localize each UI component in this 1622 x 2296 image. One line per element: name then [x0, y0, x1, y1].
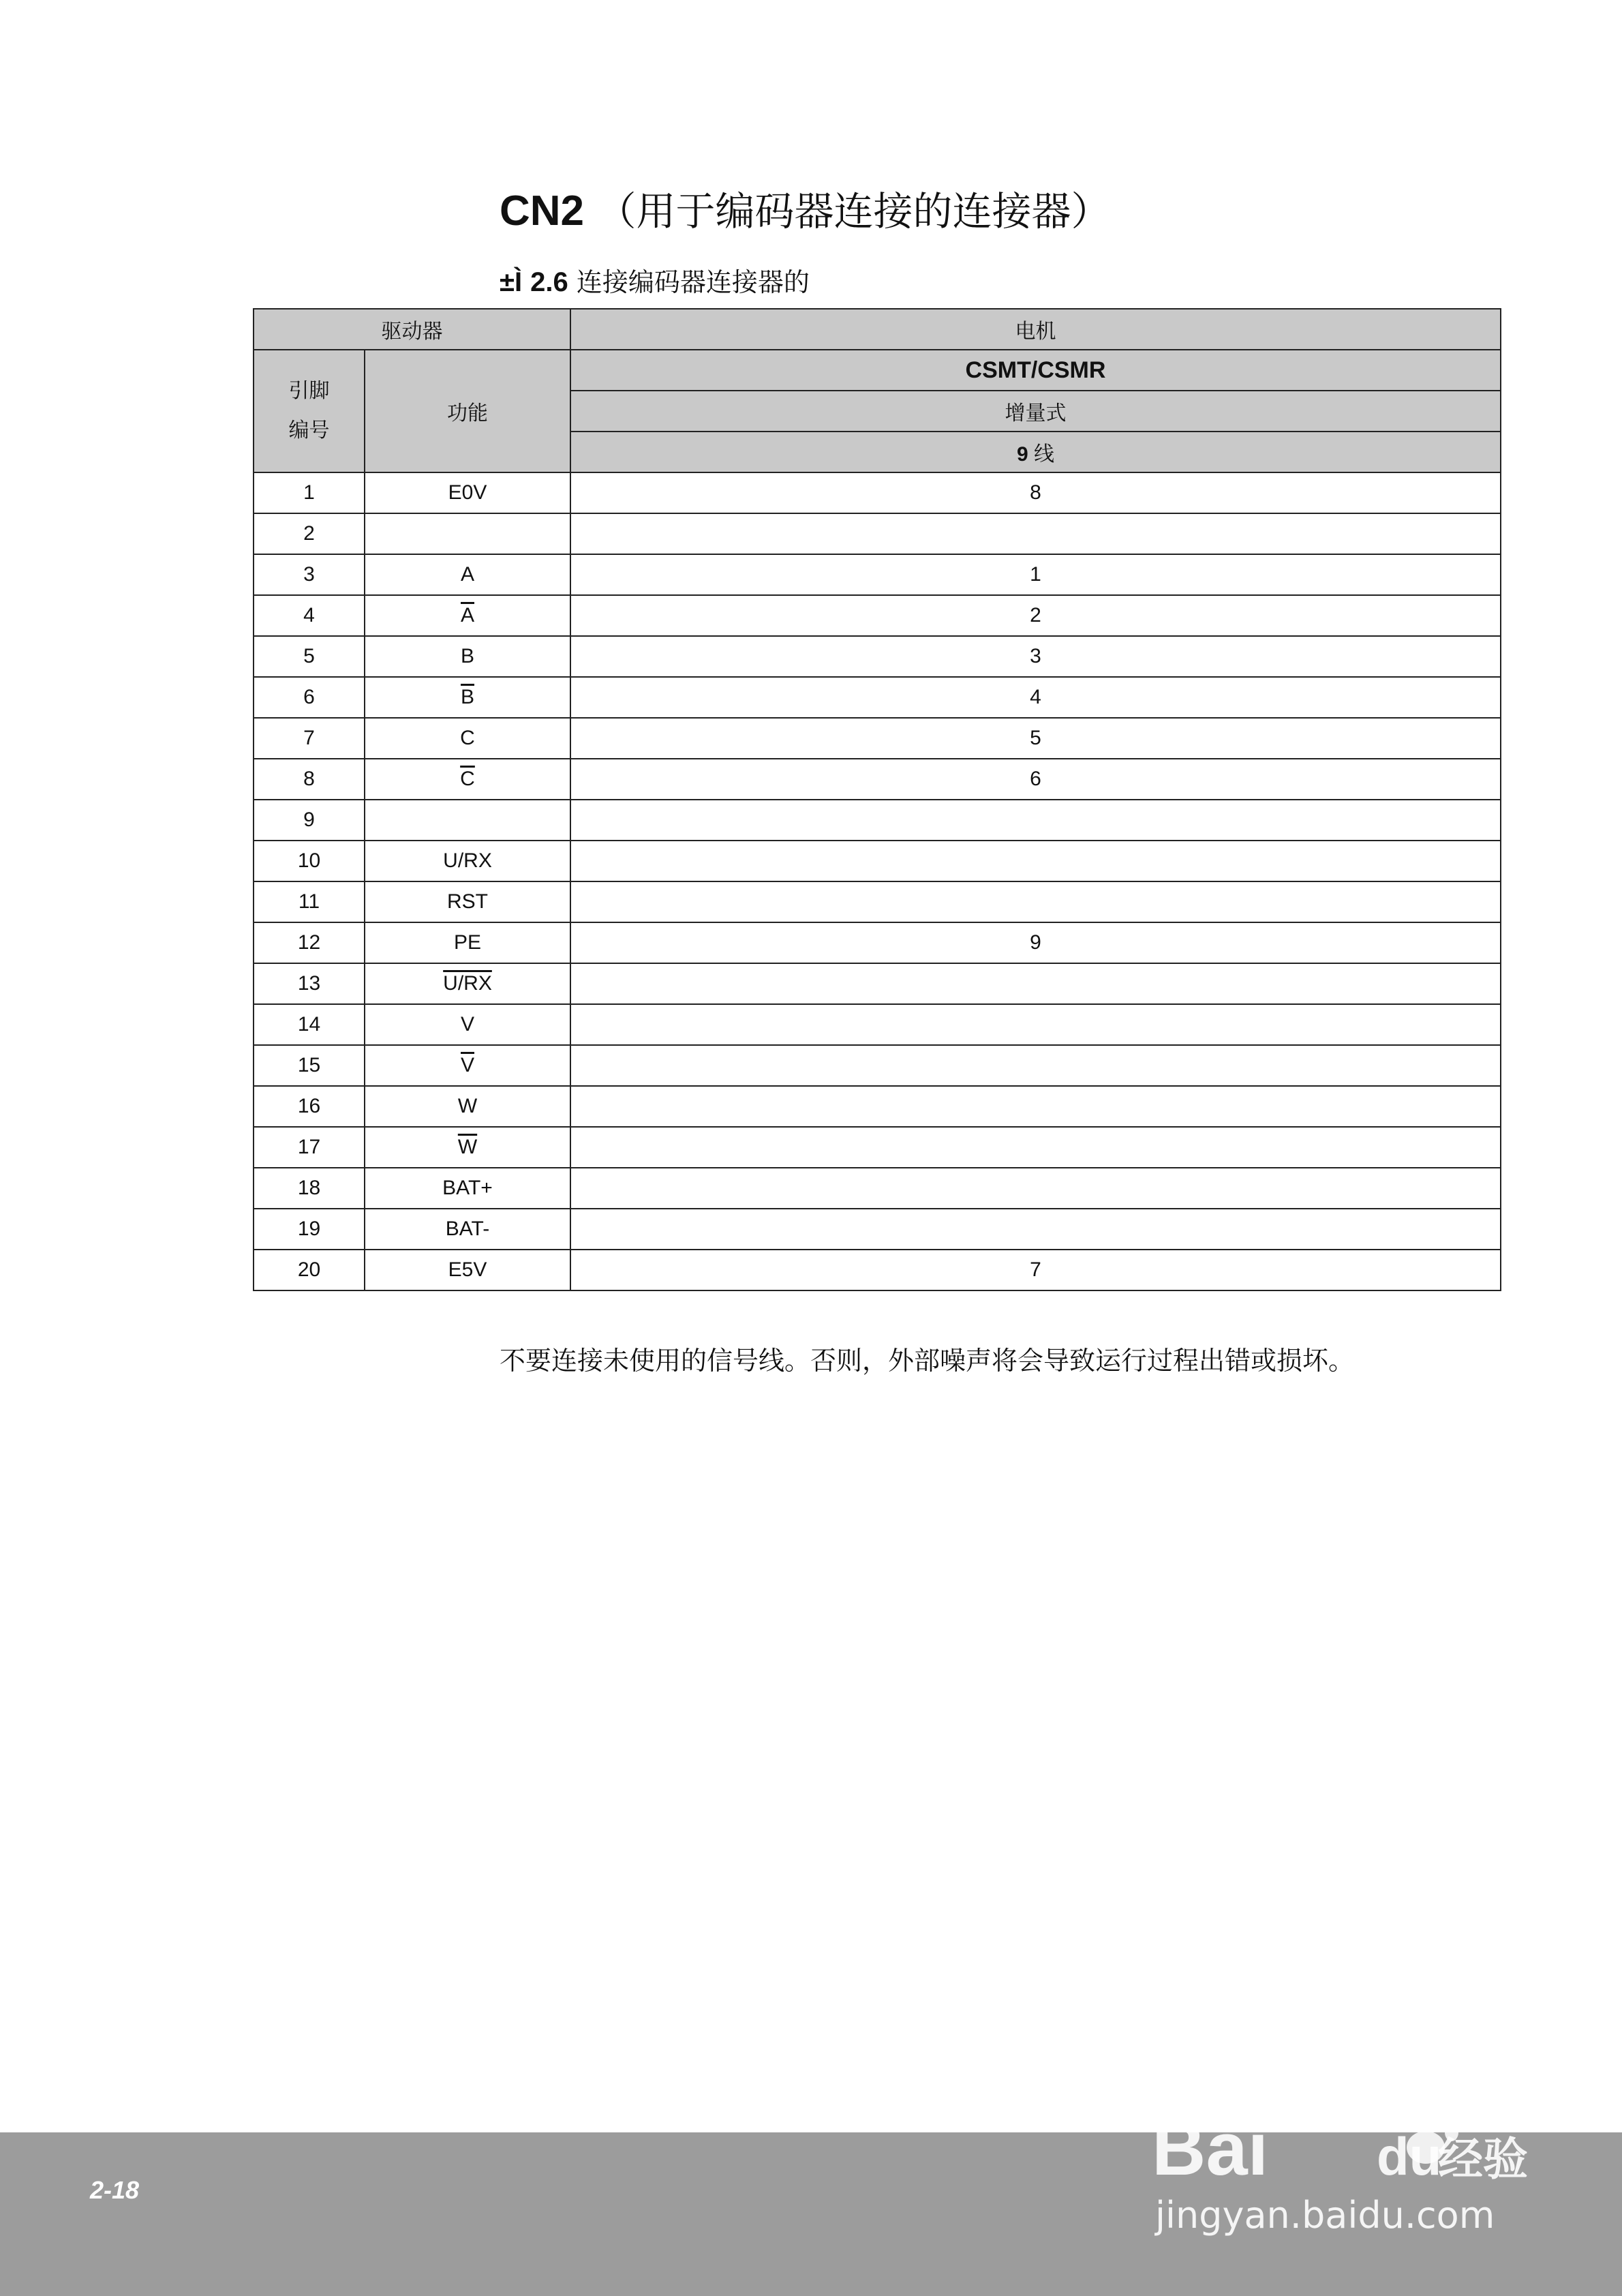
- table-row: [254, 881, 1501, 922]
- pin-number-cell-text: 15: [297, 1054, 321, 1076]
- caption-prefix: ±Ì: [500, 267, 523, 297]
- motor-pin-cell-text: 5: [1030, 727, 1041, 749]
- pin-number-cell-text: 17: [297, 1136, 321, 1158]
- pin-number-cell-text: 9: [303, 809, 315, 831]
- motor-pin-cell: [570, 1250, 1501, 1290]
- table-row: [254, 922, 1501, 963]
- table-row: [254, 677, 1501, 718]
- pin-number-cell: [254, 759, 365, 800]
- pin-number-cell-text: 3: [303, 563, 315, 586]
- function-cell: [365, 472, 570, 513]
- pin-number-cell-text: 6: [303, 686, 315, 708]
- function-cell-text: U/RX: [443, 972, 492, 995]
- function-cell: [365, 677, 570, 718]
- pin-number-cell: [254, 1168, 365, 1209]
- pin-number-cell-text: 19: [297, 1218, 321, 1240]
- connector-code: CN2: [500, 187, 585, 235]
- pin-number-header: [254, 350, 365, 472]
- function-cell-text: W: [457, 1095, 478, 1117]
- motor-pin-cell: [570, 881, 1501, 922]
- pin-number-cell-text: 18: [297, 1177, 321, 1199]
- function-cell-text: $\overline{V}$: [460, 1054, 474, 1076]
- function-cell: [365, 800, 570, 841]
- pin-number-cell-text: 20: [297, 1258, 321, 1281]
- pin-number-cell: [254, 636, 365, 677]
- pin-number-cell-text: 1: [303, 481, 315, 504]
- pin-number-cell: [254, 800, 365, 841]
- function-cell-text: BAT+: [442, 1177, 493, 1199]
- motor-pin-cell: [570, 922, 1501, 963]
- table-row: [254, 472, 1501, 513]
- pin-number-cell: [254, 718, 365, 759]
- caption-text: 连接编码器连接器的: [576, 267, 810, 297]
- pin-number-cell-text: 5: [303, 645, 315, 667]
- pin-number-cell: [254, 1045, 365, 1086]
- function-cell: [365, 718, 570, 759]
- pin-number-cell: [254, 1004, 365, 1045]
- motor-pin-cell: [570, 677, 1501, 718]
- table-row: [254, 513, 1501, 554]
- pin-number-cell-text: 4: [303, 604, 315, 626]
- table-header: [254, 309, 1501, 472]
- table-row: [254, 595, 1501, 636]
- pin-number-cell-text: 13: [297, 972, 321, 995]
- pin-number-cell-text: 7: [303, 727, 315, 749]
- driver-header: 驱动器: [254, 309, 570, 350]
- function-cell: [365, 1086, 570, 1127]
- motor-pin-cell-text: 8: [1030, 481, 1041, 504]
- pin-number-cell-text: 8: [303, 768, 315, 790]
- function-cell: [365, 636, 570, 677]
- pin-header-line1: 引脚: [288, 380, 330, 402]
- motor-pin-cell: [570, 595, 1501, 636]
- table-row: [254, 718, 1501, 759]
- pin-number-cell: [254, 1086, 365, 1127]
- motor-pin-cell: [570, 472, 1501, 513]
- pin-number-cell-text: 12: [297, 931, 321, 954]
- pin-number-cell: [254, 841, 365, 881]
- motor-pin-cell: [570, 1127, 1501, 1168]
- function-cell: [365, 841, 570, 881]
- motor-pin-cell: [570, 963, 1501, 1004]
- pin-number-cell: [254, 963, 365, 1004]
- function-cell-text: $\overline{B}$: [460, 686, 474, 708]
- function-cell: [365, 595, 570, 636]
- usage-note: 不要连接未使用的信号线。否则，外部噪声将会导致运行过程出错或损坏。: [500, 1346, 1355, 1376]
- pin-number-cell: [254, 595, 365, 636]
- section-title: [500, 184, 1110, 239]
- function-cell-text: E5V: [448, 1258, 487, 1281]
- motor-pin-cell-text: 4: [1030, 686, 1041, 708]
- motor-pin-cell-text: 1: [1030, 563, 1041, 586]
- pin-assignment-table: [253, 308, 1501, 1291]
- motor-pin-cell: [570, 1168, 1501, 1209]
- pin-number-cell: [254, 881, 365, 922]
- caption-number: 2.6: [530, 267, 568, 297]
- table-row: [254, 1004, 1501, 1045]
- function-cell: [365, 963, 570, 1004]
- function-cell: [365, 881, 570, 922]
- motor-header: 电机: [570, 309, 1501, 350]
- motor-pin-cell-text: 9: [1030, 931, 1041, 954]
- pin-number-cell-text: 11: [298, 890, 320, 913]
- pin-number-cell-text: 2: [303, 522, 315, 545]
- pin-number-cell: [254, 677, 365, 718]
- table-body: [254, 472, 1501, 1290]
- table-row: [254, 554, 1501, 595]
- pin-number-cell: [254, 1250, 365, 1290]
- function-cell-text: A: [460, 563, 474, 586]
- page-number: 2-18: [90, 2176, 140, 2204]
- watermark-brand-du: du: [1377, 2126, 1442, 2186]
- function-cell: [365, 1045, 570, 1086]
- motor-pin-cell: [570, 1045, 1501, 1086]
- function-cell: [365, 1168, 570, 1209]
- pin-number-cell: [254, 472, 365, 513]
- pin-number-cell-text: 10: [297, 849, 321, 872]
- table-row: [254, 1086, 1501, 1127]
- encoder-type-header: 增量式: [570, 391, 1501, 432]
- motor-pin-cell: [570, 800, 1501, 841]
- function-cell-text: U/RX: [443, 849, 492, 872]
- motor-pin-cell-text: 3: [1030, 645, 1041, 667]
- motor-pin-cell-text: 2: [1030, 604, 1041, 626]
- function-cell-text: $\overline{W}$: [457, 1136, 478, 1158]
- function-cell-text: C: [460, 727, 475, 749]
- pin-number-cell-text: 16: [297, 1095, 321, 1117]
- table-row: [254, 759, 1501, 800]
- pin-number-cell: [254, 554, 365, 595]
- motor-pin-cell-text: 7: [1030, 1258, 1041, 1281]
- table-row: [254, 1127, 1501, 1168]
- watermark-brand-cn: 经验: [1438, 2133, 1528, 2186]
- pin-number-cell: [254, 1127, 365, 1168]
- function-cell: [365, 1250, 570, 1290]
- function-cell-text: RST: [447, 890, 488, 913]
- function-cell: [365, 922, 570, 963]
- table-row: [254, 1250, 1501, 1290]
- connector-description: （用于编码器连接的连接器）: [596, 188, 1111, 235]
- function-cell-text: E0V: [448, 481, 487, 504]
- motor-pin-cell: [570, 718, 1501, 759]
- function-cell: [365, 1004, 570, 1045]
- motor-pin-cell-text: 6: [1030, 768, 1041, 790]
- wire-count-number: 9: [1016, 443, 1028, 466]
- watermark-url: jingyan.baidu.com: [1155, 2194, 1495, 2237]
- motor-pin-cell: [570, 1209, 1501, 1250]
- function-header: 功能: [365, 350, 570, 472]
- function-cell-text: $\overline{C}$: [460, 768, 475, 790]
- pin-number-cell: [254, 1209, 365, 1250]
- table-row: [254, 1209, 1501, 1250]
- table-row: [254, 841, 1501, 881]
- table-row: [254, 636, 1501, 677]
- wire-count-unit: 线: [1034, 443, 1055, 466]
- pin-header-line2: 编号: [288, 419, 330, 442]
- function-cell: [365, 1209, 570, 1250]
- function-cell-text: V: [460, 1013, 474, 1036]
- pin-number-cell: [254, 922, 365, 963]
- table-caption: [500, 262, 810, 303]
- table-row: [254, 800, 1501, 841]
- motor-pin-cell: [570, 841, 1501, 881]
- watermark-brand-latin: Bai: [1152, 2107, 1269, 2191]
- motor-pin-cell: [570, 636, 1501, 677]
- motor-pin-cell: [570, 1086, 1501, 1127]
- function-cell: [365, 554, 570, 595]
- table-row: [254, 1168, 1501, 1209]
- pin-number-cell-text: 14: [297, 1013, 321, 1036]
- motor-pin-cell: [570, 513, 1501, 554]
- pin-number-cell: [254, 513, 365, 554]
- function-cell-text: B: [460, 645, 474, 667]
- table-row: [254, 963, 1501, 1004]
- function-cell-text: PE: [453, 931, 482, 954]
- function-cell: [365, 759, 570, 800]
- table-row: [254, 1045, 1501, 1086]
- function-cell-text: BAT-: [445, 1218, 490, 1240]
- motor-pin-cell: [570, 759, 1501, 800]
- wire-count-header: [570, 432, 1501, 472]
- function-cell-text: $\overline{A}$: [460, 604, 474, 626]
- motor-model-header: CSMT/CSMR: [570, 350, 1501, 391]
- motor-pin-cell: [570, 1004, 1501, 1045]
- baidu-jingyan-watermark: [1152, 2045, 1533, 2250]
- function-cell: [365, 1127, 570, 1168]
- function-cell: [365, 513, 570, 554]
- motor-pin-cell: [570, 554, 1501, 595]
